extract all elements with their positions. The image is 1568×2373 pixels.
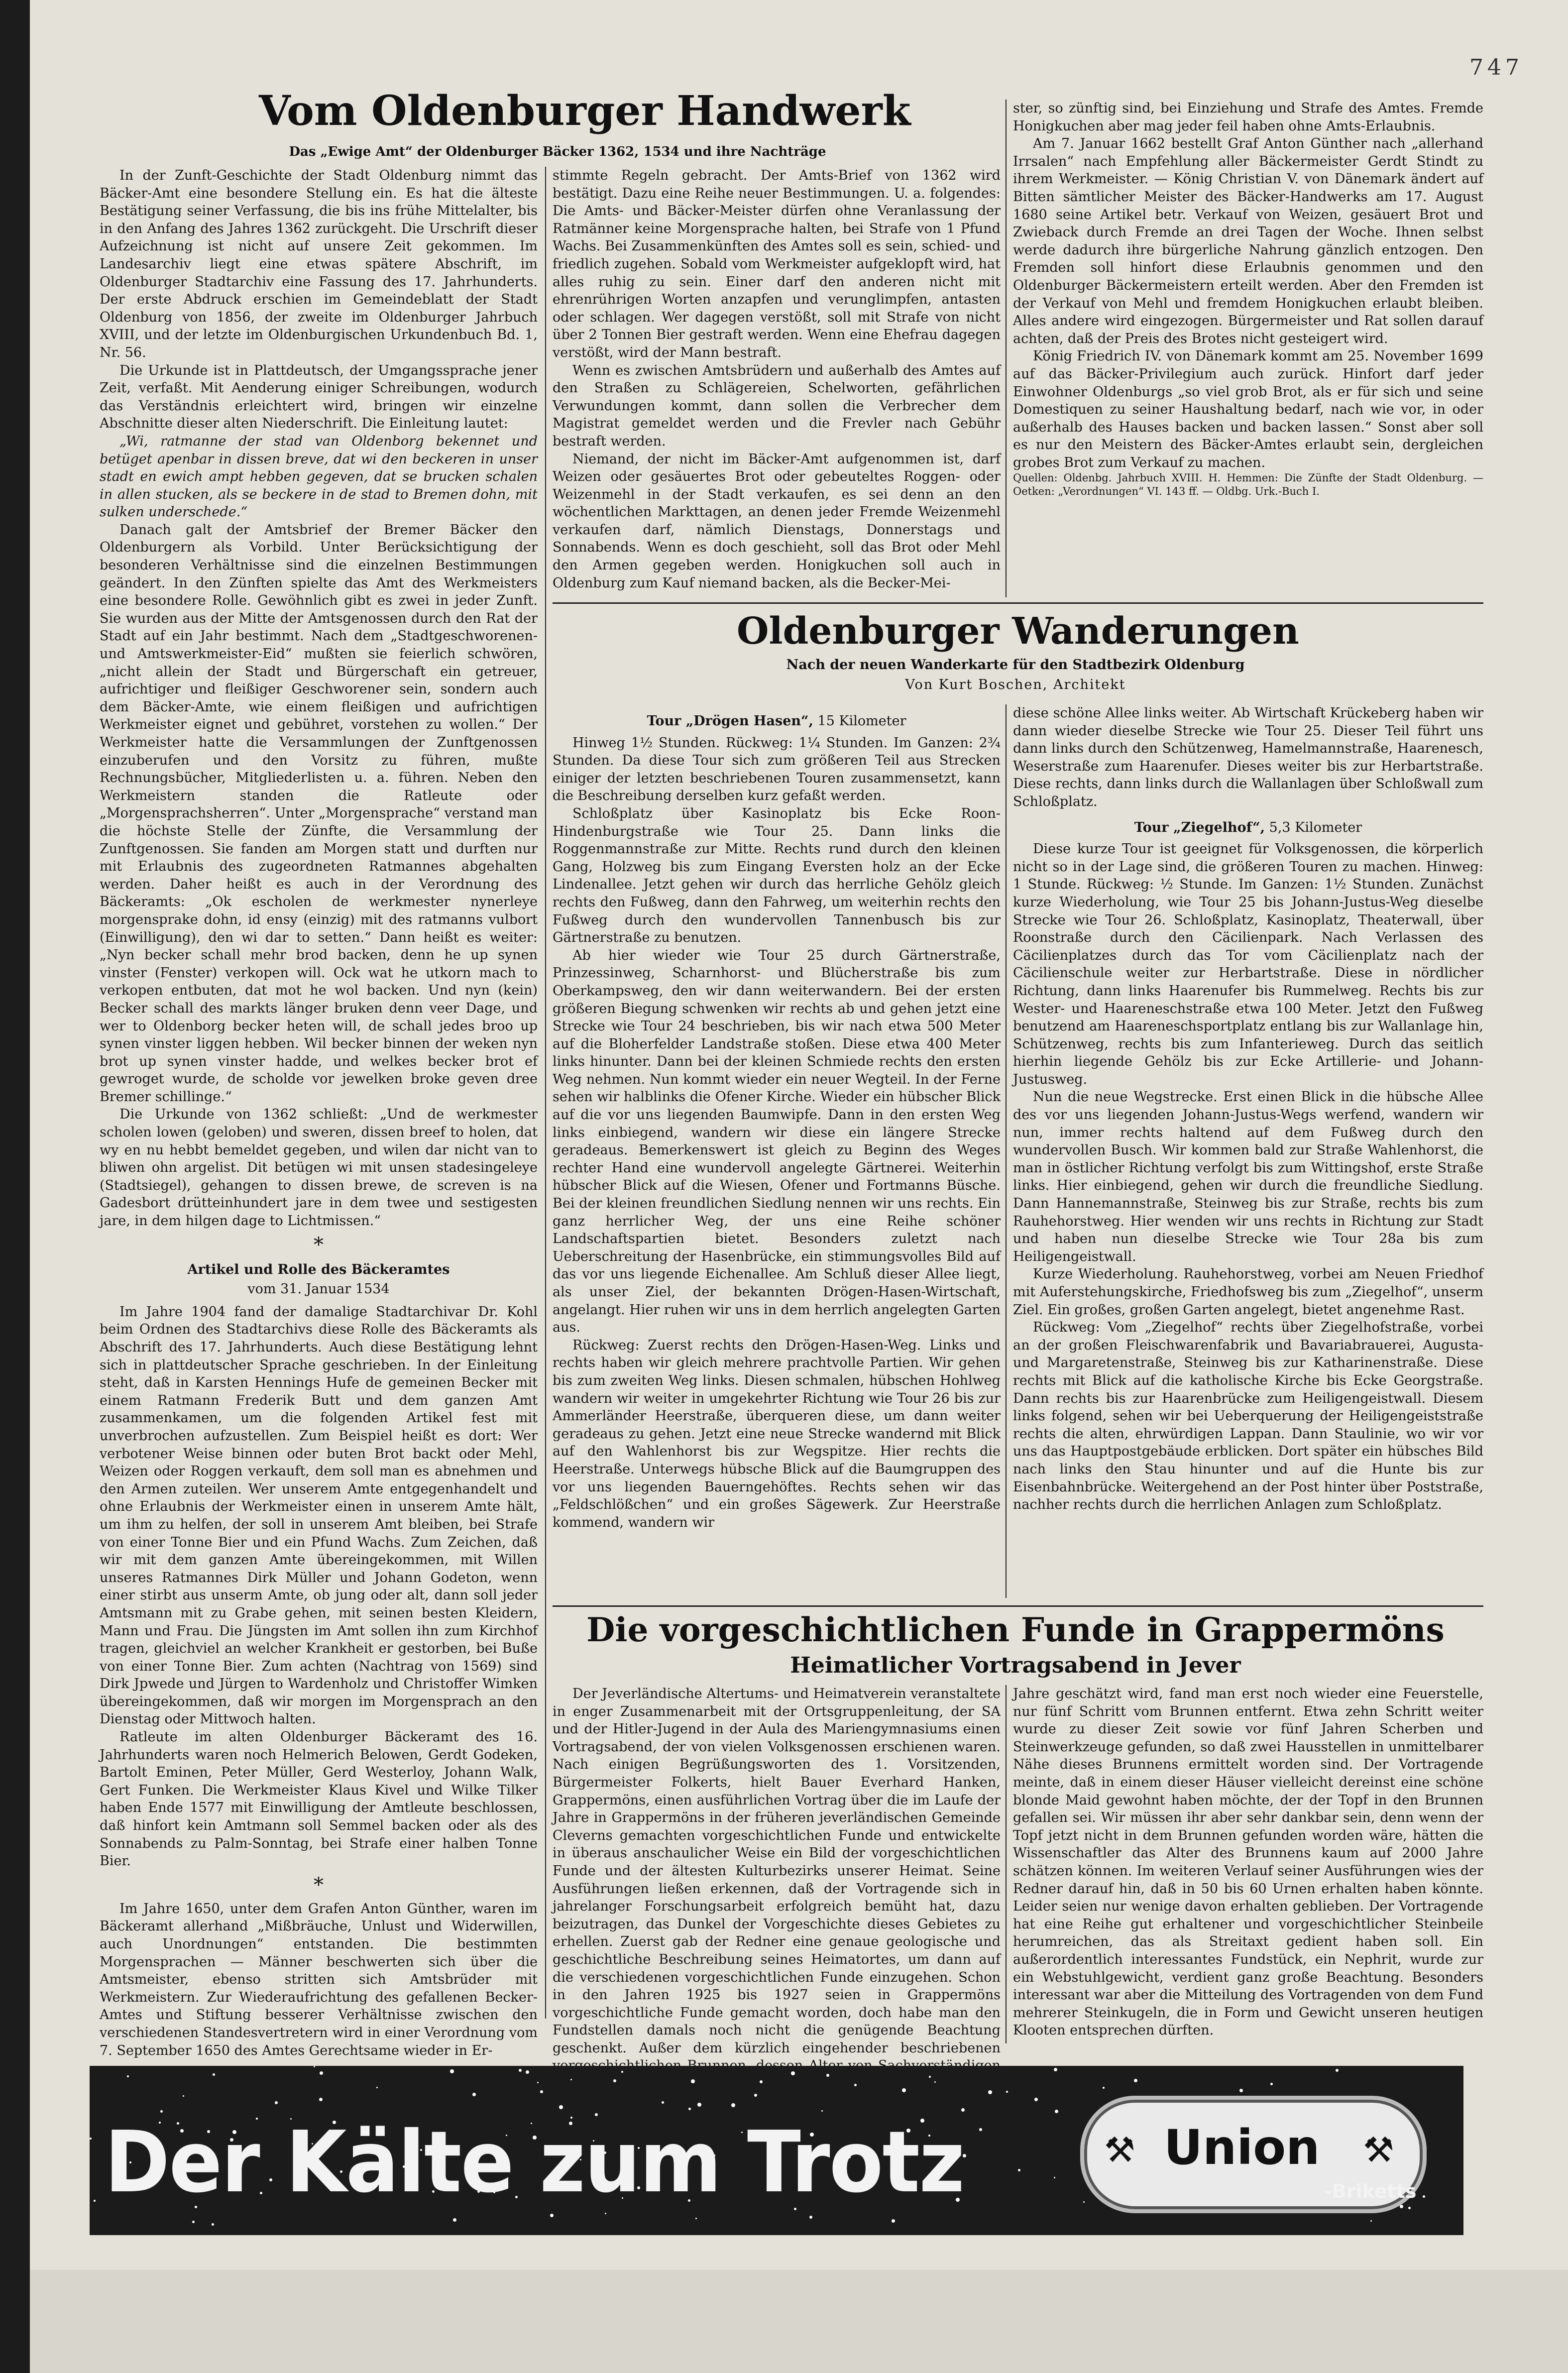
snow-speck [94,2200,96,2202]
snow-speck [192,2221,195,2223]
column-divider [545,167,546,2019]
snow-speck [519,2069,522,2072]
snow-speck [450,2069,454,2073]
article1-paragraph: ster, so zünftig sind, bei Einziehung und Strafe des Amtes. Fremde Honigkuchen aber mag jeder feil haben ohne Amts-Erlaubnis. [1013,101,1483,134]
article1-paragraph: Die Urkunde ist in Plattdeutsch, der Umgangssprache jener Zeit, verfaßt. Mit Aenderung einiger Schreibungen, wodurch das Verständnis erleichtert wird, bringen wir einzelne Abschnitte dieser alten Niederschrift. Die Einleitung lautet: [100,362,538,432]
snow-speck [453,2218,456,2222]
article-divider [553,1605,1483,1607]
crossed-hammers-icon: ⚒ [1363,2130,1394,2170]
article1-paragraph: Danach galt der Amtsbrief der Bremer Bäcker den Oldenburgern als Vorbild. Unter Berücksichtigung der besonderen Verhältnisse sind die einzelnen Bestimmungen geändert. In den Zünften spielte das Amt des Werkmeisters eine besondere Rolle. Gewöhnlich gibt es zwei in jeder Zunft. Sie wurden aus der Mitte der Amtsgenossen durch den Rat der Stadt auf ein Jahr bestimmt. Nach dem „Stadtgeschworenen- und Amtswerkmeister-Eid“ mußten sie feierlich schwören, „nicht allein der Stadt und Bürgerschaft ein getreuer, aufrichtiger und fleißiger Geschworener sein, sondern auch dem Bäcker-Amte, wie einem fleißigen und aufrichtigen Werkmeister eignet und gebühret, vorstehen zu wollen.“ Der Werkmeister hatte die Versammlungen der Zunftgenossen einzuberufen und den Vorsitz zu führen, mußte Rechnungsbücher, Mitgliederlisten u. a. führen. Neben den Werkmeistern standen die Ratleute oder „Morgensprachsherren“. Unter „Morgensprache“ verstand man die höchste Stelle der Zünfte, die Versammlung der Zunftgenossen. Sie fanden am Morgen statt und durften nur mit Erlaubnis des zugeordneten Ratmannes abgehalten werden. Daher heißt es auch in der Verordnung des Bäckeramts: „Ok escholen de werkmester nynerleye morgensprake dohn, id ensy (einzig) mit des ratmanns vulbort (Einwilligung), den wi dar to setten.“ Dann heißt es weiter: „Nyn becker schall mehr brod backen, denn he up synen vinster (Fenster) verkopen will. Ock wat he utkorn mach to verkopen entbuten, dat mot he wol backen. Und nyn (kein) Becker schall des markts länger bruken denn veer Dage, und wer to Oldenborg becker heten will, de schall jedes broo up synen vinster liggen hebben. Wil becker binnen der weken nyn brot up synen vinster hadde, und welkes becker brot ef gewroget wurde, de scholde vor jewelken broke geven dree Bremer schillinge.“ [100,522,538,1105]
article3-paragraph: Jahre geschätzt wird, fand man erst noch wieder eine Feuerstelle, nur fünf Schritt vom Brunnen entfernt. Etwa zehn Schritt weiter wurde zu dieser Zeit sowie vor fünf Jahren Scherben und Steinwerkzeuge gefunden, so daß zwei Hausstellen in unmittelbarer Nähe dieses Brunnens ermittelt worden sind. Der Vortragende meinte, daß in einem dieser Häuser vielleicht dereinst eine schöne blonde Maid gewohnt haben möchte, der der Topf in den Brunnen gefallen sei. Wir müssen ihr aber sehr dankbar sein, denn wenn der Topf jetzt nicht in dem Brunnen gefunden worden wäre, hätten die Wissenschaftler das Alter des Brunnens kaum auf 2000 Jahre schätzen können. Im weiteren Verlauf seiner Ausführungen wies der Redner darauf hin, daß in 50 bis 60 Urnen erhalten haben könnte. Leider seien nur wenige davon erhalten geblieben. Der Vortragende hat eine Reihe gut erhaltener und vorgeschichtlicher Steinbeile herumreichen, das als Streitaxt gedient haben soll. Ein außerordentlich interessantes Fundstück, ein Nephrit, wurde zur ein Webstuhlgewicht, verdient ganz große Beachtung. Besonders interessant war aber die Mitteilung des Vortragenden von dem Fund mehrerer Steinkugeln, die in Form und Gewicht unseren heutigen Klooten entsprechen dürften. [1013,1686,1483,2038]
snow-speck [90,2138,92,2140]
newspaper-page [30,0,1568,2373]
snow-speck [929,2076,931,2078]
snow-speck [314,2066,315,2067]
section-asterisk: * [314,1233,324,1256]
column-divider [1006,100,1007,597]
article1-paragraph: In der Zunft-Geschichte der Stadt Oldenburg nimmt das Bäcker-Amt eine besondere Stellung ein. Es hat die älteste Bestätigung seiner Verfassung, die bis ins frühe Mittelalter, bis in den Anfang des Jahres 1362 zurückgeht. Die Urschrift dieser Aufzeichnung ist nicht auf unsere Zeit gekommen. Im Landesarchiv liegt eine etwas spätere Abschrift, im Oldenburger Stadtarchiv eine Fassung des 17. Jahrhunderts. Der erste Abdruck erschien im Gemeindeblatt der Stadt Oldenburg von 1856, der zweite im Oldenburger Jahrbuch XVIII, und der letzte im Oldenburgischen Urkundenbuch Bd. 1, Nr. 56. [100,168,538,360]
snow-speck [127,2075,129,2077]
tour-heading [1013,819,1483,837]
article2-paragraph: Ab hier wieder wie Tour 25 durch Gärtnerstraße, Prinzessinweg, Scharnhorst- und Blücherstraße bis zum Oberkampsweg, den wir dann weiterwandern. Bei der ersten größeren Biegung schwenken wir rechts ab und gehen jetzt eine Strecke wie Tour 24 beschrieben, bis wir nach etwa 500 Meter auf die Bloherfelder Landstraße stoßen. Diese etwa 400 Meter links hinunter. Dann bei der kleinen Schmiede rechts den ersten Weg nehmen. Nun kommt wieder ein neuer Wegteil. In der Ferne sehen wir halblinks die Ofener Kirche. Wieder ein hübscher Blick auf die vor uns liegenden Baumwipfe. Dann in den ersten Weg links einbiegend, wandern wir diese ein längere Strecke geradeaus. Bemerkenswert ist gleich zu Beginn des Weges rechter Hand eine wundervoll angelegte Gärtnerei. Weiterhin hübscher Blick auf die Wiesen, Ofener und Fortmanns Büsche. Bei der kleinen freundlichen Siedlung nennen wir uns rechts. Ein ganz herrlicher Weg, der uns eine Reihe schöner Landschaftspartien bietet. Besonders zuletzt nach Ueberschreitung der Hasenbrücke, ein stimmungsvolles Bild auf das vor uns liegende Eichenallee. Am Schluß dieser Allee liegt, als unser Ziel, der bekannten Drögen-Hasen-Wirtschaft, angelangt. Hier ruhen wir uns in dem herrlich angelegten Garten aus. [553,947,1001,1336]
article1-paragraph: Niemand, der nicht im Bäcker-Amt aufgenommen ist, darf Weizen oder gesäuertes Brot oder gebeuteltes Roggen- oder Weizenmehl in der Stadt verkaufen, es sei denn an den wöchentlichen Markttagen, an denen jeder Fremde Weizenmehl verkaufen darf, nämlich Dienstags, Donnerstags und Sonnabends. Wenn es doch geschieht, soll das Brot oder Mehl den Armen gegeben werden. Honigkuchen soll auch in Oldenburg zum Kauf niemand backen, als die Becker-Mei- [553,451,1001,591]
ad-product: -Briketts [1324,2180,1417,2202]
snow-speck [559,2105,563,2109]
snow-speck [319,2098,323,2101]
snow-speck [1055,2110,1058,2113]
snow-speck [212,2223,214,2226]
article3-column-2 [1013,1685,1483,2043]
crossed-hammers-icon: ⚒ [1104,2130,1135,2170]
article2-column-2 [1013,704,1483,1598]
binding-edge [0,0,30,2373]
snow-speck [854,2084,857,2086]
tour-distance: 5,3 Kilometer [1269,819,1362,835]
snow-speck [902,2088,906,2092]
snow-speck [550,2214,554,2217]
article1-sources: Quellen: Oldenbg. Jahrbuch XVIII. H. Hemmen: Die Zünfte der Stadt Oldenburg. — Oetken: „Verordnungen“ VI. 143 ff. — Oldbg. Urk.-Buch I. [1013,472,1483,498]
article-divider [553,602,1483,604]
page-number: 747 [1469,55,1523,80]
snow-speck [662,2101,664,2104]
snow-speck [1054,2177,1055,2178]
ad-slogan: Der Kälte zum Trotz [105,2113,964,2212]
snow-speck [605,2213,606,2214]
snow-speck [1239,2089,1243,2092]
snow-speck [472,2093,476,2096]
snow-speck [691,2079,695,2083]
snow-speck [1018,2169,1020,2171]
article2-paragraph: Rückweg: Vom „Ziegelhof“ rechts über Ziegelhofstraße, vorbei an der großen Fleischwarenfabrik und Bavariabrauerei, Augusta- und Margaretenstraße, Steinweg bis zur Katharinenstraße. Diese rechts mit Blick auf die katholische Kirche bis Ecke Georgstraße. Dann rechts bis zur Haarenbrücke zum Heiligengeistwall. Diesem links folgend, sehen wir bei Ueberquerung der Heiligengeiststraße rechts die alten, ehrwürdigen Lappan. Dann Staulinie, wo wir vor uns das Hauptpostgebäude erblicken. Dort später ein hübsches Bild nach links den Stau hinunter und auf die Hunte bis zur Eisenbahnbrücke. Weitergehend an der Post hinter über Poststraße, nachher rechts durch die herrlichen Anlagen zum Schloßplatz. [1013,1320,1483,1513]
article1-paragraph: Im Jahre 1650, unter dem Grafen Anton Günther, waren im Bäckeramt allerhand „Mißbräuche, Unlust und Widerwillen, auch Unordnungen“ entstanden. Die bestimmten Morgensprachen — Männer beschwerten sich über die Amtsmeister, ebenso stritten sich Amtsbrüder mit Werkmeistern. Zur Wiederaufrichtung des gefallenen Becker-Amtes und Stiftung besserer Verhältnisse zwischen den verschiedenen Standesvertretern wird in einer Verordnung vom 7. September 1650 des Amtes Gerechtsame wieder in Er- [100,1901,538,2058]
article1-section-heading: Artikel und Rolle des Bäckeramtes [187,1261,450,1277]
tour-heading [553,712,1001,730]
tour-name: Tour „Drögen Hasen“, [647,713,813,729]
column-divider [1006,1685,1007,2043]
article1-paragraph: Im Jahre 1904 fand der damalige Stadtarchivar Dr. Kohl beim Ordnen des Stadtarchivs diese Rolle des Bäckeramts als Abschrift des 17. Jahrhunderts. Auch diese Bestätigung lehnt sich in plattdeutscher Sprache geschrieben. In der Einleitung steht, daß in Karsten Hennings Hufe de gemeinen Becker mit einem Ratmann Frederik Butt und dem ganzen Amt zusammenkamen, um die folgenden Artikel fest mit unverbrochen aufzustellen. Zum Beispiel heißt es dort: Wer verbotener Weise binnen oder buten Brot backt oder Mehl, Weizen oder Roggen verkauft, dem soll man es abnehmen und den Armen zuteilen. Wer unserem Amte entgegenhandelt und ohne Erlaubnis der Werkmeister einen in unserem Amte hält, um ihm zu helfen, der soll in unserem Amt bleiben, bei Strafe von einer Tonne Bier und ein Pfund Wachs. Zum Zeichen, daß wir mit dem ganzen Amte übereingekommen, mit Willen unseres Ratmannes Dirk Müller und Johann Godeton, wenn einer stirbt aus unserm Amte, ob jung oder alt, dann soll jeder Amtsmann mit zu Grabe gehen, mit seinen besten Kleidern, Mann und Frau. Die Jüngsten im Amt sollen ihn zum Kirchhof tragen, gleichviel an welcher Krankheit er gestorben, bei Buße von einer Tonne Bier. Zum achten (Nachtrag von 1569) sind Dirk Jpwede und Jürgen to Wardenholz und Christoffer Wimken übereingekommen, daß wir morgen im Morgensprach an den Dienstag oder Mittwoch halten. [100,1304,538,1727]
snow-speck [1054,2068,1057,2071]
snow-speck [697,2103,701,2107]
snow-speck [1103,2087,1105,2089]
snow-speck [892,2219,895,2223]
snow-speck [537,2082,539,2083]
brand-name: Union [1164,2120,1320,2175]
article1-column-3 [1013,100,1483,597]
article3-paragraph: Der Jeverländische Altertums- und Heimatverein veranstaltete in enger Zusammenarbeit mit der Ortsgruppenleitung, der SA und der Hitler-Jugend in der Aula des Mariengymnasiums einen Vortragsabend, der von vielen Volksgenossen erschienen waren. Nach einigen Begrüßungsworten des 1. Vorsitzenden, Bürgermeister Folkerts, hielt Bauer Everhard Hanken, Grappermöns, einen ausführlichen Vortrag über die im Laufe der Jahre in Grappermöns in der früheren jeverländischen Gemeinde Cleverns gemachten vorgeschichtlichen Funde und entwickelte in überaus anschaulicher Weise ein Bild der vorgeschichtlichen Funde und der ältesten Kulturbezirks unserer Heimat. Seine Ausführungen ließen erkennen, daß der Vortragende sich in jahrelanger Forschungsarbeit erfolgreich bemüht hat, dazu beizutragen, das Dunkel der Vorgeschichte dieses Gebietes zu erhellen. Zuerst gab der Redner eine genaue geologische und geschichtliche Beschreibung seines Heimatortes, um dann auf die verschiedenen vorgeschichtlichen Funde einzugehen. Schon in den Jahren 1925 bis 1927 seien in Grappermöns vorgeschichtliche Funde gemacht worden, doch habe man den Fundstellen damals noch nicht die genügende Beachtung geschenkt. Außer dem kürzlich eingehender beschriebenen [553,1686,1001,2056]
snow-speck [809,2216,812,2219]
snow-speck [1083,2201,1085,2203]
tour-name: Tour „Ziegelhof“, [1134,819,1265,835]
article2-paragraph: Schloßplatz über Kasinoplatz bis Ecke Roon-Hindenburgstraße wie Tour 25. Dann links die Roggenmannstraße zur Mitte. Rechts rund durch den kleinen Gang, Holzweg bis zum Eingang Eversten holz an der Ecke Lindenallee. Jetzt gehen wir durch das herrliche Gehölz gleich rechts den Fußweg, dann den Fahrweg, um weiterhin rechts den Fußweg durch den wundervollen Tannenbusch bis zur Gärtnerstraße zu benutzen. [553,805,1001,946]
article2-author: Von Kurt Boschen, Architekt [905,677,1126,692]
article1-paragraph: stimmte Regeln gebracht. Der Amts-Brief von 1362 wird bestätigt. Dazu eine Reihe neuer Bestimmungen. U. a. folgendes: Die Amts- und Bäcker-Meister dürfen ohne Veranlassung der Ratmänner keine Morgensprache halten, bei Strafe von 1 Pfund Wachs. Bei Zusammenkünften des Amtes soll es sein, schied- und friedlich zugehen. Sobald vom Werkmeister aufgeklopft wird, hat alles ruhig zu sein. Einer darf den anderen nicht mit ehrenrührigen Worten anzapfen und verunglimpfen, antasten oder schlagen. Wer dagegen verstößt, soll mit Strafe von nicht über 2 Tonnen Bier gestraft werden. Wenn eine Ehefrau dagegen verstößt, wird der Mann bestraft. [553,168,1001,360]
snow-speck [376,2087,378,2088]
article3-column-1 [553,1685,1001,2056]
snow-speck [526,2070,529,2074]
snow-speck [275,2101,278,2104]
article3-subtitle: Heimatlicher Vortragsabend in Jever [790,1653,1241,1678]
article2-paragraph: Rückweg: Zuerst rechts den Drögen-Hasen-Weg. Links und rechts haben wir gleich mehrere prachtvolle Partien. Wir gehen bis zum zweiten Weg links. Diesen schmalen, hübschen Hohlweg wandern wir weiter in umgekehrter Richtung wie Tour 26 bis zur Ammerländer Heerstraße, überqueren diese, um dann weiter geradeaus zu gehen. Jetzt eine neue Strecke wandernd mit Blick auf den Wahlenhorst bis zur Wegspitze. Hier rechts die Heerstraße. Unterwegs hübsche Blick auf die Baumgruppen des vor uns liegenden Bauerngehöftes. Rechts sehen wir das „Feldschlößchen“ und ein großes Sägewerk. Zur Heerstraße kommend, wandern wir [553,1337,1001,1530]
article1-subtitle: Das „Ewige Amt“ der Oldenburger Bäcker 1362, 1534 und ihre Nachträge [289,144,826,159]
article2-paragraph: diese schöne Allee links weiter. Ab Wirtschaft Krückeberg haben wir dann wieder dieselbe Strecke wie Tour 25. Dieser Teil führt uns dann links durch den Schützenweg, Hamelmannstraße, Haarenesch, Weserstraße zum Haarenufer. Dieses weiter bis zur Herbartstraße. Diese rechts, dann links durch die Wallanlagen über Schloßwall zum Schloßplatz. [1013,705,1483,809]
section-asterisk: * [314,1873,324,1897]
snow-speck [754,2094,757,2097]
snow-speck [183,2095,184,2097]
tour-distance: 15 Kilometer [817,713,906,729]
article1-paragraph: Wenn es zwischen Amtsbrüdern und außerhalb des Amtes auf den Straßen zu Schlägereien, Schelworten, gefährlichen Verwundungen kommt, dann sollen die Verbrecher dem Magistrat gemeldet werden und die Frevler nach Gebühr bestraft werden. [553,362,1001,449]
snow-speck [570,2079,572,2080]
snow-speck [540,2090,543,2093]
snow-speck [821,2110,823,2112]
article2-subtitle: Nach der neuen Wanderkarte für den Stadtbezirk Oldenburg [786,657,1245,673]
article1-column-2 [553,167,1001,605]
snow-speck [934,2081,936,2083]
snow-speck [826,2074,829,2077]
snow-speck [213,2073,215,2076]
snow-speck [1270,2083,1273,2085]
article2-paragraph: Hinweg 1½ Stunden. Rückweg: 1¼ Stunden. Im Ganzen: 2¾ Stunden. Da diese Tour sich zum größeren Teil aus Strecken einiger der letzten beschriebenen Touren zusammensetzt, kann die Beschreibung derselben kurz gefaßt werden. [553,735,1001,804]
snow-speck [988,2090,992,2094]
article3-title: Die vorgeschichtlichen Funde in Grappermöns [586,1610,1445,1649]
article2-paragraph: Kurze Wiederholung. Rauhehorstweg, vorbei am Neuen Friedhof mit Auferstehungskirche, Friedhofsweg bis zum „Ziegelhof“, unserm Ziel. Ein großes, großen Garten angelegt, bietet angenehme Rast. [1013,1266,1483,1318]
snow-speck [731,2103,735,2107]
article1-paragraph: Die Urkunde von 1362 schließt: „Und de werkmester scholen lowen (geloben) und sweren, dissen breef to holen, dat wy en nu hebbt bemeldet gegeben, und wilen dar nicht van to bliwen ohn argelist. Dit betügen wi mit unsen stadesingeleye (Stadtsiegel), gehangen to dissen brewe, de screven is na Gadesbort drütteinhundert jare in dem twee und sestigesten jare, in dem hilgen dage to Lichtmissen.“ [100,1107,538,1229]
snow-speck [160,2110,163,2113]
snow-speck [760,2080,763,2083]
article2-paragraph: Diese kurze Tour ist geeignet für Volksgenossen, die körperlich nicht so in der Lage sind, die größeren Touren zu machen. Hinweg: 1 Stunde. Rückweg: ½ Stunde. Im Ganzen: 1½ Stunden. Zunächst kurze Wiederholung, wie Tour 25 bis Johann-Justus-Weg dieselbe Strecke wie Tour 26. Schloßplatz, Kasinoplatz, Theaterwall, über Roonstraße durch den Cäcilienpark. Nach Verlassen des Cäcilienplatzes durch das Tor vom Cäcilienplatz nach der Cäcilienschule weiter zur Herbartstraße. Diese in nördlicher Richtung, dann links Haarenufer bis Rummelweg. Rechts bis zur Wester- und Haareneschstraße etwa 100 Meter. Jetzt den Fußweg benutzend am Haareneschsportplatz entlang bis zur Wallanlage hin, Schützenweg, rechts bis zum Infanterieweg. Durch das seitlich hierhin liegende Gehölz bis zur Ecke Artillerie- und Johann-Justusweg. [1013,841,1483,1087]
snow-speck [688,2108,691,2110]
snow-speck [979,2128,982,2131]
snow-speck [1423,2195,1425,2198]
snow-speck [1370,2220,1372,2222]
snow-speck [613,2079,616,2082]
article1-paragraph: König Friedrich IV. von Dänemark kommt am 25. November 1699 auf das Bäcker-Privilegium auch zurück. Hinfort darf jeder Einwohner Oldenburgs „so viel grob Brot, als er für sich und seine Domestiquen zu seiner Haushaltung bedarf, nach wie vor, in oder außerhalb des Hauses backen und backen lassen.“ Sonst aber soll es nur den Meistern des Bäcker-Amtes erlaubt sein, dergleichen grobes Brot zum Verkauf zu machen. [1013,348,1483,470]
snow-speck [1336,2069,1339,2072]
snow-speck [1134,2079,1137,2082]
advertisement-banner [90,2066,1463,2235]
page-bottom-margin [30,2270,1568,2373]
column-divider [1006,704,1007,1598]
article2-title: Oldenburger Wanderungen [737,610,1299,653]
article1-paragraph: Am 7. Januar 1662 bestellt Graf Anton Günther nach „allerhand Irrsalen“ nach Empfehlung aller Bäckermeister Gerdt Stindt zu ihrem Werkmeister. — König Christian V. von Dänemark ändert auf Bitten sämtlicher Meister des Bäcker-Handwerks am 17. August 1680 seine Artikel betr. Verkauf von Weizen, gesäuert Brot und Zwieback durch Fremde an drei Tagen der Woche. Ihnen selbst werde dadurch ihre bürgerliche Nahrung gänzlich entzogen. Den Fremden soll hinfort diese Erlaubnis genommen und den Oldenburger Bäckermeistern erteilt werden. Aber den Fremden ist der Verkauf von Mehl und fremdem Honigkuchen erlaubt bleiben. Alles andere wird eingezogen. Bürgermeister und Rat sollen darauf achten, daß der Preis des Brotes nicht gesteigert wird. [1013,136,1483,346]
snow-speck [695,2218,697,2219]
article1-title: Vom Oldenburger Handwerk [259,87,911,135]
article1-paragraph: Ratleute im alten Oldenburger Bäckeramt des 16. Jahrhunderts waren noch Helmerich Belowen, Gerdt Godeken, Bartolt Eminen, Peter Müller, Gerd Westerloy, Johann Walk, Gert Funken. Die Werkmeister Klaus Kivel und Wilke Tilker haben Ende 1577 mit Einwilligung der Amtleute beschlossen, daß hinfort kein Amtmann soll Semmel backen oder als des Sonnabends zu Palm-Sonntag, bei Strafe einer halben Tonne Bier. [100,1729,538,1869]
article1-quote: „Wi, ratmanne der stad van Oldenborg bekennet und betüget apenbar in dissen breve, dat wi den beckeren in unser stadt en ewich ampt hebben gegeven, dat se brucken schalen in allen stucken, als se beckere in de stad to Bremen dohn, mit sulken underschede.“ [100,433,538,520]
article1-column-1 [100,167,538,2058]
article2-column-1 [553,704,1001,1598]
snow-speck [1006,2091,1008,2093]
article1-section-date: vom 31. Januar 1534 [247,1281,390,1297]
snow-speck [1408,2207,1411,2209]
snow-speck [791,2071,795,2075]
snow-speck [1034,2098,1038,2101]
snow-speck [961,2108,965,2112]
snow-speck [320,2071,323,2075]
article2-paragraph: Nun die neue Wegstrecke. Erst einen Blick in die hübsche Allee des vor uns liegenden Johann-Justus-Wegs werfend, wandern wir nun, immer rechts haltend auf dem Fußweg durch den wundervollen Busch. Wir kommen bald zur Straße Wahlenhorst, die man in östlicher Richtung verfolgt bis zum Wittingshof, erste Straße links. Hier einbiegend, gehen wir durch die freundliche Siedlung. Dann Hannemannstraße, Steinweg bis zur Straße, rechts bis zum Rauhehorstweg. Hier wenden wir uns rechts in Richtung zur Stadt und haben nun dieselbe Strecke wie Tour 28a bis zum Heiligengeistwall. [1013,1089,1483,1264]
snow-speck [621,2071,623,2073]
